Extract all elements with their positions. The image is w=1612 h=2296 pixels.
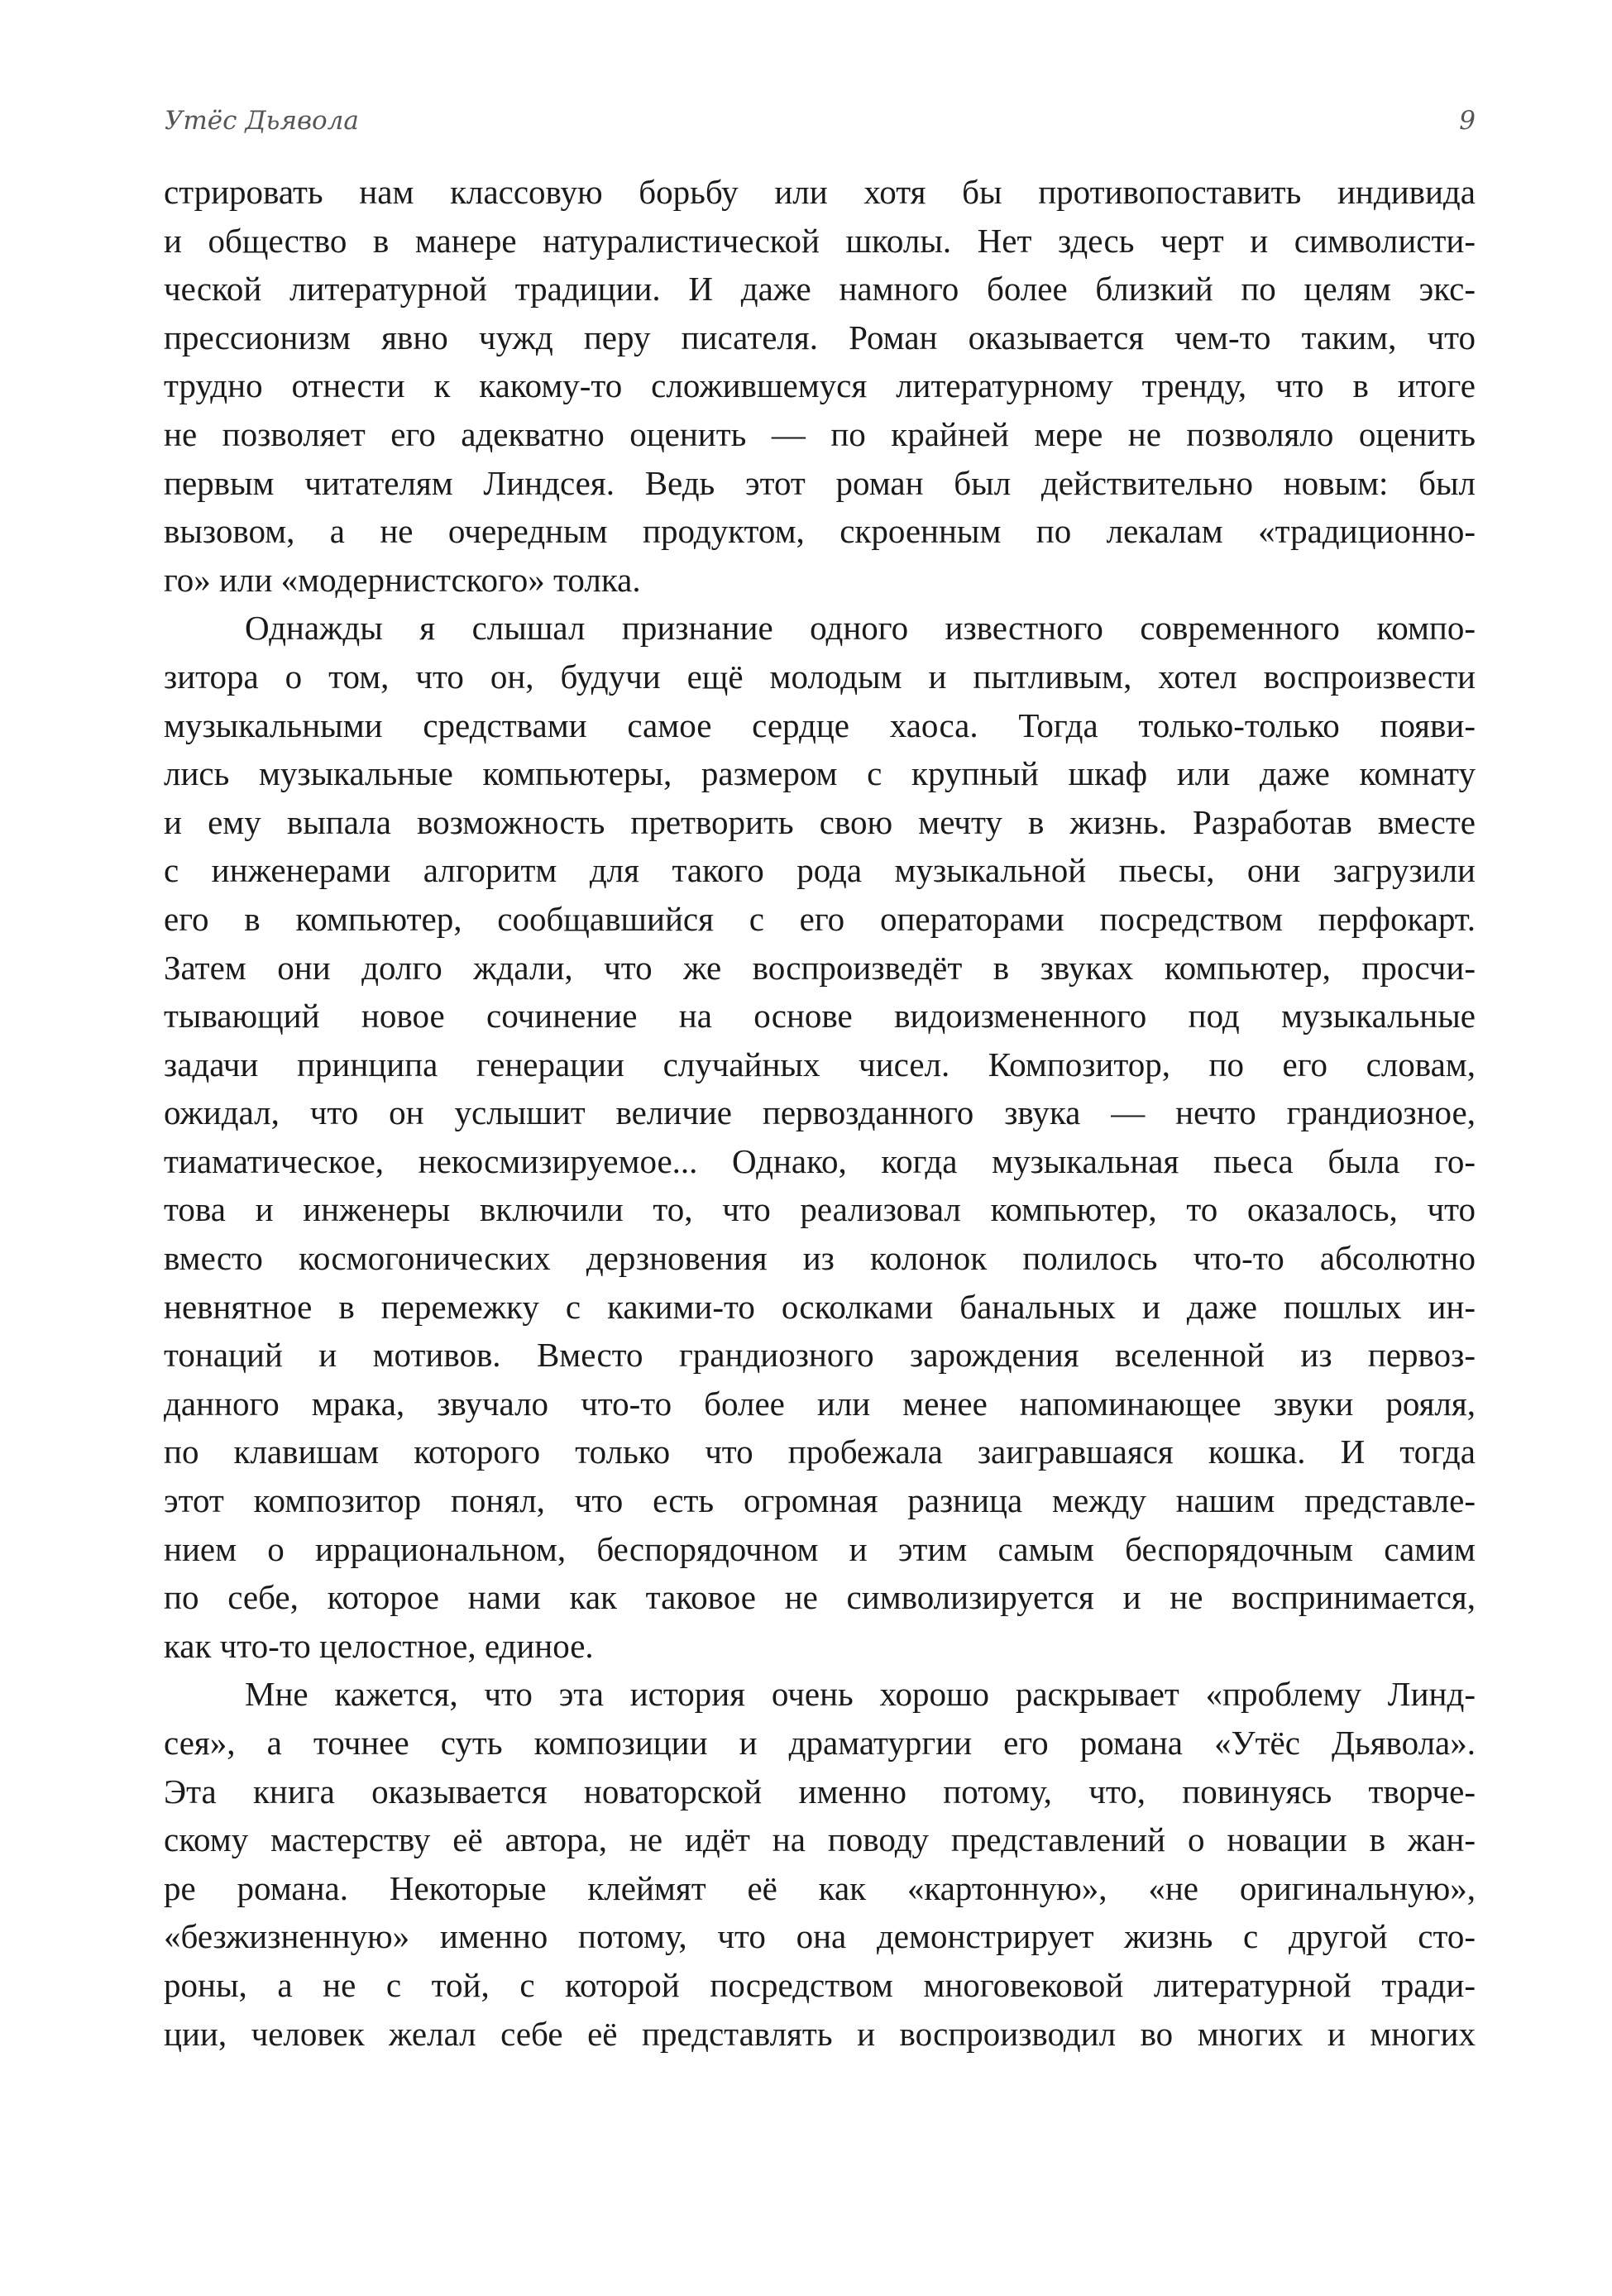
text-line: роны, а не с той, с которой посредством многовековой литературной тради- <box>164 1965 1476 2004</box>
text-line: по себе, которое нами как таковое не символизируется и не воспринимается, <box>164 1578 1476 1617</box>
text-line: и общество в манере натуралистической школы. Нет здесь черт и символисти- <box>164 221 1476 260</box>
text-line: тывающий новое сочинение на основе видоизмененного под музыкальные <box>164 997 1476 1036</box>
text-line: и ему выпала возможность претворить свою мечту в жизнь. Разработав вместе <box>164 802 1476 841</box>
text-line: данного мрака, звучало что-то более или менее напоминающее звуки рояля, <box>164 1384 1476 1423</box>
text-line: тонаций и мотивов. Вместо грандиозного зарождения вселенной из первоз- <box>164 1336 1476 1375</box>
text-line: первым читателям Линдсея. Ведь этот роман был действительно новым: был <box>164 463 1476 502</box>
text-line: ожидал, что он услышит величие первозданного звука — нечто грандиозное, <box>164 1093 1476 1132</box>
text-line: музыкальными средствами самое сердце хаоса. Тогда только-только появи- <box>164 706 1476 744</box>
text-line: ре романа. Некоторые клеймят её как «картонную», «не оригинальную», <box>164 1868 1476 1907</box>
text-line: его в компьютер, сообщавшийся с его операторами посредством перфокарт. <box>164 899 1476 938</box>
text-line: скому мастерству её автора, не идёт на поводу представлений о новации в жан- <box>164 1820 1476 1859</box>
text-line: вместо космогонических дерзновения из колонок полилось что-то абсолютно <box>164 1239 1476 1278</box>
text-line: ческой литературной традиции. И даже намного более близкий по целям экс- <box>164 270 1476 309</box>
text-line: по клавишам которого только что пробежала заигравшаяся кошка. И тогда <box>164 1433 1476 1471</box>
text-line: вызовом, а не очередным продуктом, скроенным по лекалам «традиционно- <box>164 512 1476 551</box>
text-line: ции, человек желал себе её представлять и воспроизводил во многих и многих <box>164 2014 1476 2053</box>
text-line: го» или «модернистского» толка. <box>164 560 641 599</box>
text-line: това и инженеры включили то, что реализовал компьютер, то оказалось, что <box>164 1190 1476 1229</box>
text-line: невнятное в перемежку с какими-то осколками банальных и даже пошлых ин- <box>164 1287 1476 1326</box>
text-line: зитора о том, что он, будучи ещё молодым и пытливым, хотел воспроизвести <box>164 657 1476 696</box>
text-line: тиаматическое, некосмизируемое... Однако, когда музыкальная пьеса была го- <box>164 1141 1476 1180</box>
body-text <box>164 168 1476 2058</box>
text-line: этот композитор понял, что есть огромная разница между нашим представле- <box>164 1481 1476 1520</box>
text-line: нием о иррациональном, беспорядочном и этим самым беспорядочным самим <box>164 1529 1476 1568</box>
text-line: трудно отнести к какому-то сложившемуся литературному тренду, что в итоге <box>164 366 1476 405</box>
text-line: прессионизм явно чужд перу писателя. Роман оказывается чем-то таким, что <box>164 318 1476 356</box>
text-line: лись музыкальные компьютеры, размером с крупный шкаф или даже комнату <box>164 754 1476 793</box>
page-number: 9 <box>1459 106 1476 136</box>
text-line: с инженерами алгоритм для такого рода музыкальной пьесы, они загрузили <box>164 851 1476 890</box>
text-line: Эта книга оказывается новаторской именно потому, что, повинуясь творче- <box>164 1772 1476 1810</box>
text-line: Затем они долго ждали, что же воспроизведёт в звуках компьютер, просчи- <box>164 948 1476 987</box>
text-line: стрировать нам классовую борьбу или хотя бы противопоставить индивида <box>164 173 1476 211</box>
text-line: «безжизненную» именно потому, что она демонстрирует жизнь с другой сто- <box>164 1917 1476 1956</box>
text-line: Однажды я слышал признание одного известного современного компо- <box>245 609 1476 648</box>
running-title: Утёс Дьявола <box>165 106 359 136</box>
text-line: задачи принципа генерации случайных чисел. Композитор, по его словам, <box>164 1045 1476 1083</box>
text-line: не позволяет его адекватно оценить — по крайней мере не позволяло оценить <box>164 414 1476 453</box>
text-line: Мне кажется, что эта история очень хорошо раскрывает «проблему Линд- <box>245 1675 1476 1714</box>
running-header <box>165 106 1476 142</box>
text-line: как что-то целостное, единое. <box>164 1626 594 1665</box>
text-line: сея», а точнее суть композиции и драматургии его романа «Утёс Дьявола». <box>164 1724 1476 1762</box>
